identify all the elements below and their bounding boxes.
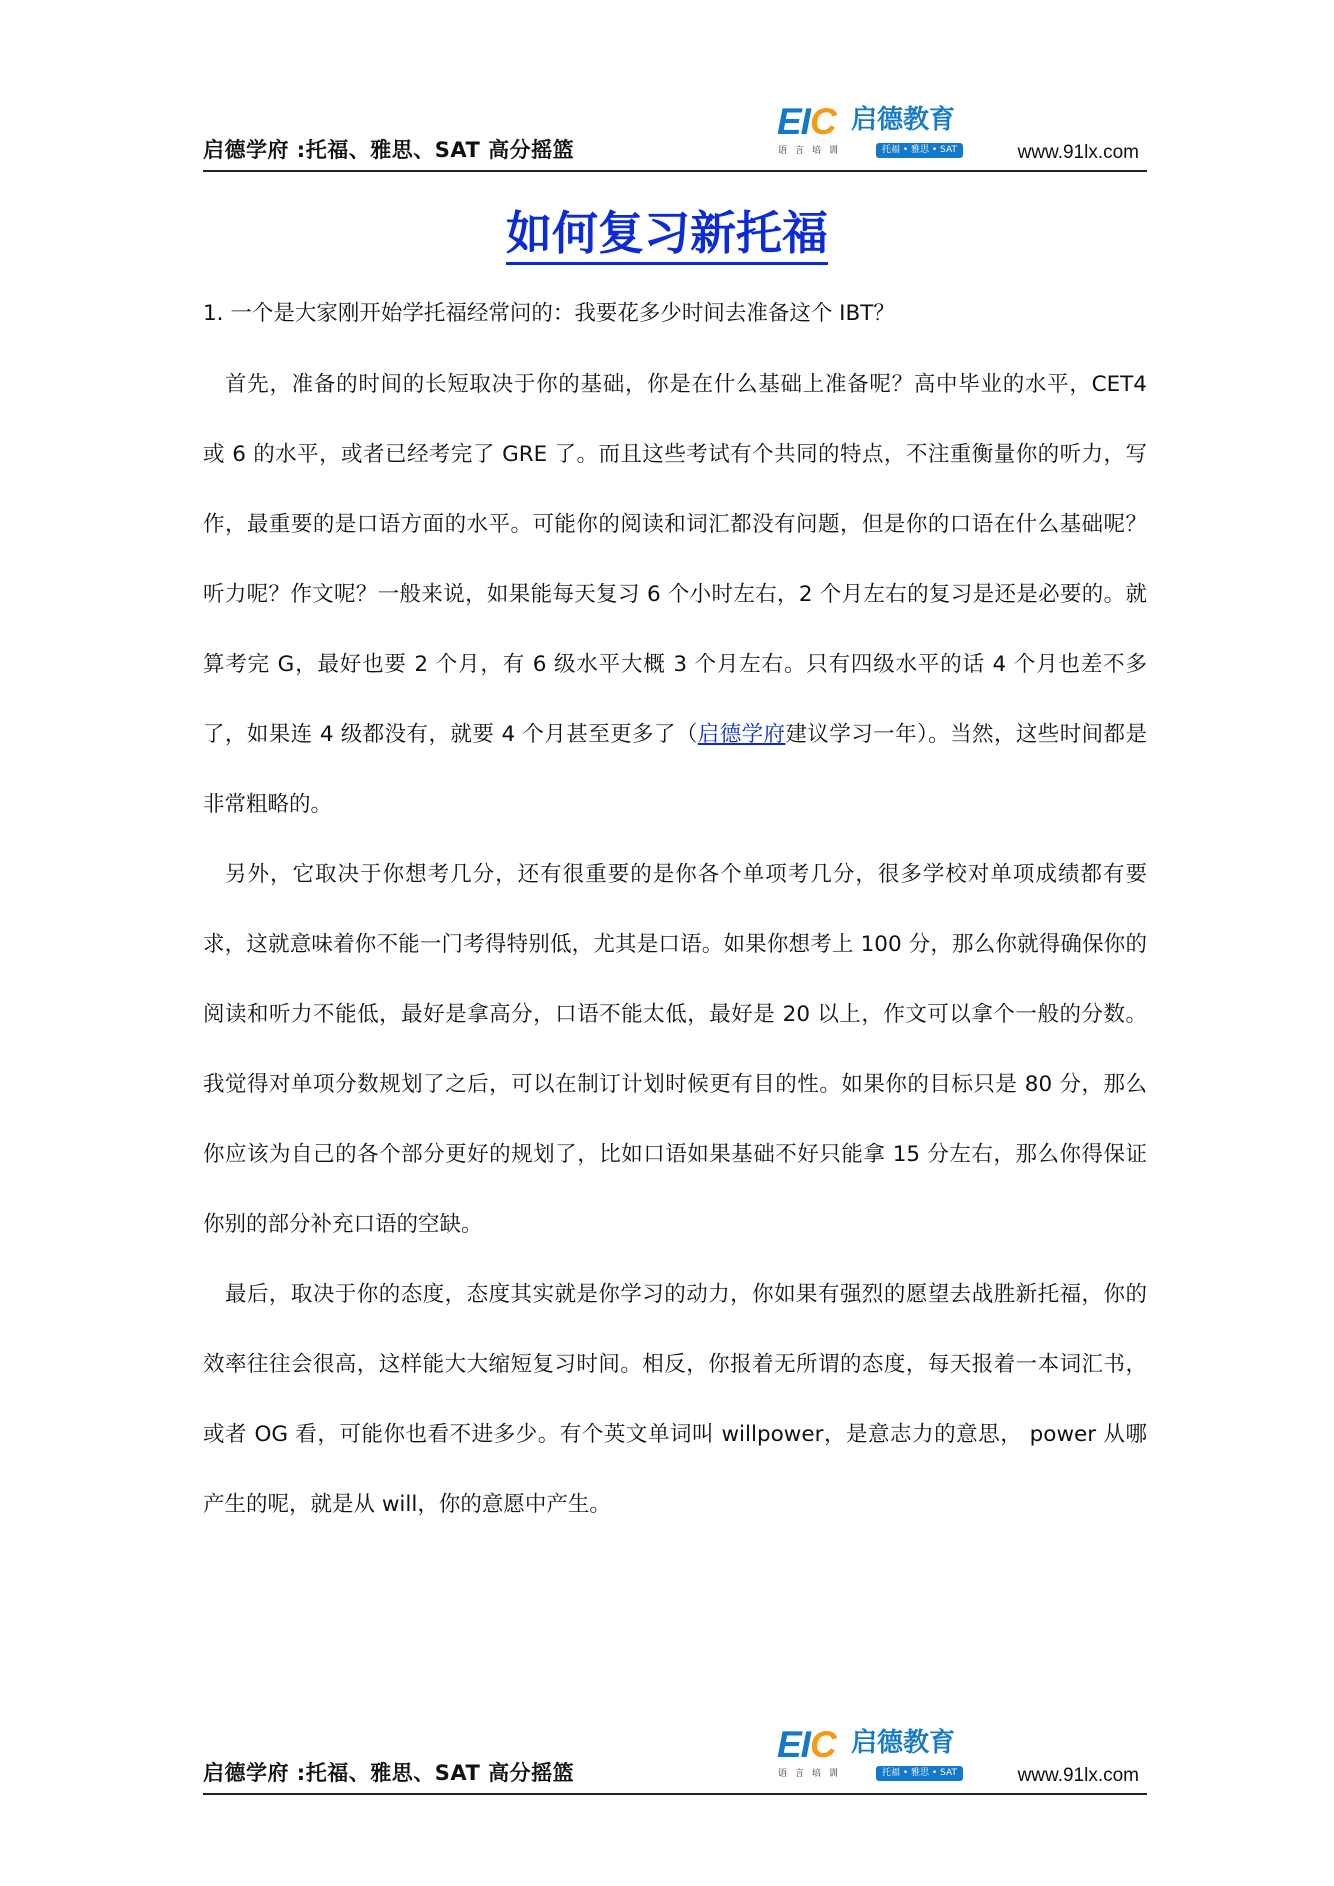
paragraph-2: 另外，它取决于你想考几分，还有很重要的是你各个单项考几分，很多学校对单项成绩都有要求，这就意味着你不能一门考得特别低，尤其是口语。如果你想考上 100 分，那么你就得确保你的阅读和听力不能低，最好是拿高分，口语不能太低，最好是 20 以上，作文可以拿个一般的分数。我觉得对单项分数规划了之后，可以在制订计划时候更有目的性。如果你的目标只是 80 分，那么你应该为自己的各个部分更好的规划了，比如口语如果基础不好只能拿 15 分左右，那么你得保证你别的部分补充口语的空缺。 — [203, 862, 1147, 1237]
header-rule — [203, 170, 1147, 172]
paragraph-1 — [203, 350, 1147, 840]
paragraph-1-text: 首先，准备的时间的长短取决于你的基础，你是在什么基础上准备呢？高中毕业的水平，CET4 或 6 的水平，或者已经考完了 GRE 了。而且这些考试有个共同的特点，不注重衡量你的听力，写作，最重要的是口语方面的水平。可能你的阅读和词汇都没有问题，但是你的口语在什么基础呢？听力呢？作文呢？一般来说，如果能每天复习 6 个小时左右，2 个月左右的复习是还是必要的。就算考完 G，最好也要 2 个月，有 6 级水平大概 3 个月左右。只有四级水平的话 4 个月也差不多了，如果连 4 级都没有，就要 4 个月甚至更多了（ — [203, 372, 1147, 747]
logo-mark-left: EI — [777, 101, 810, 142]
logo-mark-mid-footer: C — [809, 1724, 836, 1765]
question-line: 1. 一个是大家刚开始学托福经常问的：我要花多少时间去准备这个 IBT？ — [203, 301, 895, 326]
document-body — [203, 288, 1147, 1540]
logo-mark-mid: C — [809, 101, 836, 142]
eic-logo-mark-footer — [777, 1725, 836, 1765]
logo-tag: 托福 • 雅思 • SAT — [876, 143, 963, 158]
header-site-url: www.91lx.com — [1017, 142, 1139, 163]
logo-tag-footer: 托福 • 雅思 • SAT — [876, 1766, 963, 1781]
footer-slogan: 启德学府 :托福、雅思、SAT 高分摇篮 — [203, 1761, 575, 1785]
eic-logo-footer — [777, 1723, 972, 1785]
footer-site-url: www.91lx.com — [1017, 1765, 1139, 1786]
footer-rule — [203, 1793, 1147, 1795]
eic-logo — [777, 100, 972, 162]
logo-subtitle: 语言培训 — [778, 146, 847, 156]
eic-logo-mark — [777, 102, 836, 142]
paragraph-3: 最后，取决于你的态度，态度其实就是你学习的动力，你如果有强烈的愿望去战胜新托福，你的效率往往会很高，这样能大大缩短复习时间。相反，你报着无所谓的态度，每天报着一本词汇书，或者 OG 看，可能你也看不进多少。有个英文单词叫 willpower，是意志力的意思， power 从哪产生的呢，就是从 will，你的意愿中产生。 — [203, 1282, 1147, 1517]
paragraph-1-tail: 建议学习一年）。当然，这些时间都是非常粗略的。 — [203, 722, 1147, 817]
logo-name-footer: 启德教育 — [851, 1728, 956, 1758]
logo-mark-left-footer: EI — [777, 1724, 810, 1765]
header-slogan: 启德学府 :托福、雅思、SAT 高分摇篮 — [203, 138, 575, 162]
document-title-text: 如何复习新托福 — [506, 206, 828, 265]
page-header — [203, 100, 1147, 172]
qide-link[interactable]: 启德学府 — [697, 722, 786, 747]
document-title — [0, 203, 1334, 263]
logo-name: 启德教育 — [851, 105, 956, 135]
logo-subtitle-footer: 语言培训 — [778, 1769, 847, 1779]
page-footer — [203, 1723, 1147, 1795]
